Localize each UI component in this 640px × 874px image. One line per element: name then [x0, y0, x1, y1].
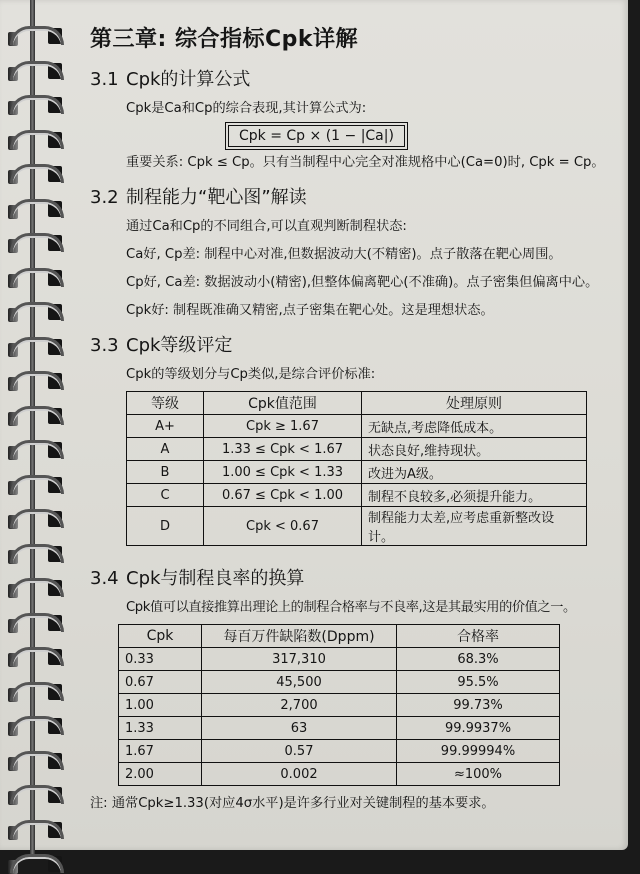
spiral-ring	[6, 164, 62, 184]
paragraph-line: Cpk好: 制程既准确又精密,点子密集在靶心处。这是理想状态。	[126, 303, 494, 318]
section-3-1	[90, 65, 635, 175]
action-cell: 制程不良较多,必须提升能力。	[362, 484, 587, 507]
spiral-binding	[0, 0, 80, 857]
cpk-cell: 0.33	[119, 648, 202, 671]
yield-cell: 95.5%	[397, 671, 560, 694]
spiral-ring	[6, 61, 62, 81]
table-row	[127, 438, 587, 461]
spiral-ring	[6, 716, 62, 736]
section-heading	[90, 65, 635, 91]
cpk-yield-table	[118, 624, 560, 786]
spiral-ring	[6, 268, 62, 288]
column-header: Cpk值范围	[204, 392, 362, 415]
section-title: Cpk等级评定	[126, 335, 233, 356]
table-row	[127, 507, 587, 546]
cpk-formula: Cpk = Cp × (1 − |Ca|)	[228, 125, 405, 147]
spiral-ring	[6, 785, 62, 805]
spiral-ring	[6, 751, 62, 771]
dppm-cell: 45,500	[202, 671, 397, 694]
grade-cell: A	[127, 438, 204, 461]
spiral-ring	[6, 475, 62, 495]
spiral-ring	[6, 130, 62, 150]
range-cell: 1.00 ≤ Cpk < 1.33	[204, 461, 362, 484]
grade-cell: D	[127, 507, 204, 546]
section-heading	[90, 564, 635, 590]
spiral-ring	[6, 854, 62, 874]
section-intro: Cpk值可以直接推算出理论上的制程合格率与不良率,这是其最实用的价值之一。	[126, 600, 576, 615]
relation-text: 重要关系: Cpk ≤ Cp。只有当制程中心完全对准规格中心(Ca=0)时, Cpk = Cp。	[126, 155, 605, 170]
action-cell: 改进为A级。	[362, 461, 587, 484]
spiral-ring	[6, 544, 62, 564]
dppm-cell: 2,700	[202, 694, 397, 717]
column-header: 每百万件缺陷数(Dppm)	[202, 625, 397, 648]
range-cell: 0.67 ≤ Cpk < 1.00	[204, 484, 362, 507]
dppm-cell: 0.002	[202, 763, 397, 786]
section-title: Cpk与制程良率的换算	[126, 568, 305, 589]
spiral-ring	[6, 233, 62, 253]
yield-cell: 99.73%	[397, 694, 560, 717]
chapter-title: 第三章: 综合指标Cpk详解	[90, 27, 358, 52]
range-cell: 1.33 ≤ Cpk < 1.67	[204, 438, 362, 461]
section-number: 3.4	[90, 568, 119, 589]
column-header: 合格率	[397, 625, 560, 648]
range-cell: Cpk < 0.67	[204, 507, 362, 546]
section-title: Cpk的计算公式	[126, 69, 251, 90]
dppm-cell: 63	[202, 717, 397, 740]
paragraph-line: 通过Ca和Cp的不同组合,可以直观判断制程状态:	[126, 219, 407, 234]
spiral-ring	[6, 337, 62, 357]
spiral-ring	[6, 440, 62, 460]
section-intro: Cpk是Ca和Cp的综合表现,其计算公式为:	[126, 101, 367, 116]
section-heading	[90, 331, 635, 357]
paragraph-line: Cp好, Ca差: 数据波动小(精密),但整体偏离靶心(不准确)。点子密集但偏离中心。	[126, 275, 599, 290]
table-header-row	[119, 625, 560, 648]
footnote: 注: 通常Cpk≥1.33(对应4σ水平)是许多行业对关键制程的基本要求。	[90, 796, 495, 811]
action-cell: 状态良好,维持现状。	[362, 438, 587, 461]
action-cell: 制程能力太差,应考虑重新整改设计。	[362, 507, 587, 546]
yield-cell: 99.9937%	[397, 717, 560, 740]
spiral-ring	[6, 26, 62, 46]
grade-cell: B	[127, 461, 204, 484]
section-intro: Cpk的等级划分与Cp类似,是综合评价标准:	[126, 367, 376, 382]
spiral-ring	[6, 820, 62, 840]
spiral-ring	[6, 371, 62, 391]
spiral-ring	[6, 95, 62, 115]
table-row	[119, 694, 560, 717]
spiral-ring	[6, 647, 62, 667]
section-number: 3.2	[90, 187, 119, 208]
spiral-ring	[6, 302, 62, 322]
spiral-ring	[6, 682, 62, 702]
column-header: Cpk	[119, 625, 202, 648]
section-heading	[90, 183, 635, 209]
section-3-4	[90, 564, 635, 811]
table-row	[119, 671, 560, 694]
cpk-cell: 1.67	[119, 740, 202, 763]
table-row	[119, 740, 560, 763]
spiral-ring	[6, 199, 62, 219]
table-header-row	[127, 392, 587, 415]
range-cell: Cpk ≥ 1.67	[204, 415, 362, 438]
spiral-ring	[6, 613, 62, 633]
page-content	[90, 22, 635, 811]
column-header: 等级	[127, 392, 204, 415]
section-3-3	[90, 331, 635, 546]
table-row	[119, 717, 560, 740]
table-row	[127, 484, 587, 507]
table-row	[119, 763, 560, 786]
yield-cell: 68.3%	[397, 648, 560, 671]
spiral-ring	[6, 509, 62, 529]
column-header: 处理原则	[362, 392, 587, 415]
section-3-2	[90, 183, 635, 323]
dppm-cell: 317,310	[202, 648, 397, 671]
spiral-ring	[6, 406, 62, 426]
grade-cell: C	[127, 484, 204, 507]
table-row	[127, 461, 587, 484]
spiral-ring	[6, 578, 62, 598]
section-number: 3.1	[90, 69, 119, 90]
cpk-cell: 2.00	[119, 763, 202, 786]
section-title: 制程能力“靶心图”解读	[126, 187, 307, 208]
section-number: 3.3	[90, 335, 119, 356]
cpk-cell: 1.00	[119, 694, 202, 717]
yield-cell: ≈100%	[397, 763, 560, 786]
grade-cell: A+	[127, 415, 204, 438]
yield-cell: 99.99994%	[397, 740, 560, 763]
cpk-cell: 1.33	[119, 717, 202, 740]
table-row	[127, 415, 587, 438]
cpk-cell: 0.67	[119, 671, 202, 694]
dppm-cell: 0.57	[202, 740, 397, 763]
paragraph-line: Ca好, Cp差: 制程中心对准,但数据波动大(不精密)。点子散落在靶心周围。	[126, 247, 562, 262]
table-row	[119, 648, 560, 671]
formula-box	[90, 125, 635, 147]
cpk-grade-table	[126, 391, 587, 546]
action-cell: 无缺点,考虑降低成本。	[362, 415, 587, 438]
